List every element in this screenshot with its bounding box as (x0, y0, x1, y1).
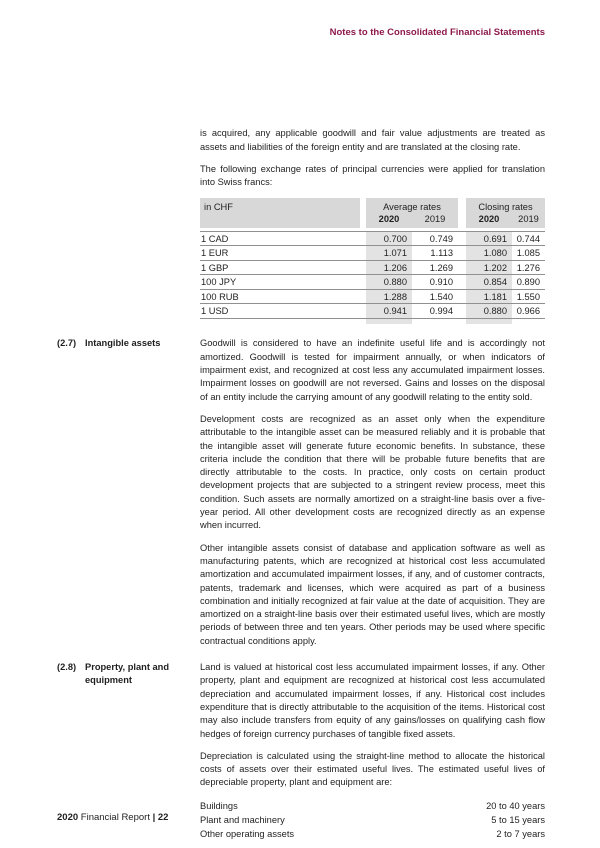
currency-label: 1 CAD (200, 231, 360, 246)
table-unit-label: in CHF (200, 198, 360, 228)
section-title: Intangible assets (85, 338, 161, 349)
rate-value: 0.880 (466, 304, 512, 319)
rate-value: 0.941 (366, 304, 412, 319)
rate-value: 0.749 (412, 231, 458, 246)
rate-value: 1.550 (512, 289, 545, 304)
rate-value: 1.269 (412, 260, 458, 275)
rate-value: 1.080 (466, 246, 512, 261)
rate-value: 1.085 (512, 246, 545, 261)
table-header-groups (200, 198, 545, 213)
rate-value: 0.744 (512, 231, 545, 246)
year-column-avg-2020: 2020 (366, 213, 412, 228)
table-group-average-rates: Average rates (366, 198, 458, 213)
table-row (200, 304, 545, 319)
list-item (200, 799, 545, 813)
rate-value: 1.071 (366, 246, 412, 261)
list-item (200, 827, 545, 841)
footer-year: 2020 (57, 812, 79, 823)
currency-label: 1 USD (200, 304, 360, 319)
year-column-close-2020: 2020 (466, 213, 512, 228)
table-shading-tail (200, 318, 545, 324)
rate-value: 0.700 (366, 231, 412, 246)
currency-label: 1 EUR (200, 246, 360, 261)
rate-value: 1.206 (366, 260, 412, 275)
page-footer (57, 811, 168, 824)
page-content (0, 127, 600, 840)
rate-value: 1.288 (366, 289, 412, 304)
table-row (200, 275, 545, 290)
intro-paragraph-2: The following exchange rates of principal currencies were applied for translation into Swiss francs: (200, 163, 545, 188)
rate-value: 0.890 (512, 275, 545, 290)
section-number: (2.8) (57, 662, 77, 673)
exchange-rates-table (200, 198, 545, 324)
table-row (200, 260, 545, 275)
section-body (200, 661, 545, 841)
section-body (200, 337, 545, 648)
page-header (0, 0, 600, 39)
useful-life-value: 2 to 7 years (496, 828, 545, 839)
asset-class-label: Plant and machinery (200, 814, 285, 825)
section-paragraph: Land is valued at historical cost less accumulated impairment losses, if any. Other property, plant and equipment are recognized at historical cost less accumulated depreciation and accumulated impairment losses, if any. Historical cost includes expenditure that is directly attributable to the acquisition of the items. Historical cost may also include transfers from equity of any gains/losses on qualifying cash flow hedges of foreign currency purchases of tangible fixed assets. (200, 662, 545, 739)
list-item (200, 813, 545, 827)
rate-value: 0.691 (466, 231, 512, 246)
asset-class-label: Other operating assets (200, 828, 295, 839)
currency-label: 100 JPY (200, 275, 360, 290)
useful-lives-list (200, 799, 545, 841)
section-title: Property, plant and equipment (85, 662, 170, 686)
section-number: (2.7) (57, 338, 77, 349)
intro-paragraph-1: is acquired, any applicable goodwill and fair value adjustments are treated as assets and liabilities of the foreign entity and are translated at the closing rate. (200, 128, 545, 152)
rate-value: 0.854 (466, 275, 512, 290)
footer-page-number: | 22 (152, 812, 169, 823)
rate-value: 0.994 (412, 304, 458, 319)
rate-value: 1.202 (466, 260, 512, 275)
page-header-title: Notes to the Consolidated Financial Statements (329, 27, 545, 38)
table-row (200, 246, 545, 261)
useful-life-value: 5 to 15 years (491, 814, 545, 825)
section-paragraph: Other intangible assets consist of database and application software as well as manufacturing patents, which are recognized at historical cost less accumulated amortization and accumulated impairment losses, if any, and of customer contracts, patents, trademark and licenses, which were acquired as part of a business combination and initially recognized at fair value at the date of acquisition. They are amortized on a straight-line basis over their estimated useful lives, which are mostly periods of between three and ten years. Other periods may be used where specific contractual conditions apply. (200, 542, 545, 646)
rate-value: 1.181 (466, 289, 512, 304)
section-paragraph: Goodwill is considered to have an indefinite useful life and is accordingly not amortized. Goodwill is tested for impairment annually, or when indicators of impairment exist, and recognized at cost less any accumulated impairment losses. Impairment losses on goodwill are not reversed. Gains and losses on the disposal of an entity include the carrying amount of any goodwill relating to the entity sold. (200, 338, 545, 402)
section-intangible-assets (57, 337, 545, 648)
footer-report-label: Financial Report (80, 812, 150, 823)
rate-value: 1.276 (512, 260, 545, 275)
section-paragraph: Depreciation is calculated using the straight-line method to allocate the historical costs of assets over their estimated useful lives. The estimated useful lives of depreciable property, plant and equipment are: (200, 750, 545, 788)
currency-label: 1 GBP (200, 260, 360, 275)
table-row (200, 231, 545, 246)
rate-value: 0.966 (512, 304, 545, 319)
table-row (200, 289, 545, 304)
section-heading (57, 337, 200, 648)
year-column-close-2019: 2019 (512, 213, 545, 228)
table-group-closing-rates: Closing rates (466, 198, 545, 213)
currency-label: 100 RUB (200, 289, 360, 304)
rate-value: 0.880 (366, 275, 412, 290)
rate-value: 1.540 (412, 289, 458, 304)
rate-value: 1.113 (412, 246, 458, 261)
section-paragraph: Development costs are recognized as an asset only when the expenditure attributable to the intangible asset can be measured reliably and it is probable that the intangible asset will generate future economic benefits. In substance, these criteria include the condition that there will be probable future benefits that are directly attributable to the costs. In practice, only costs on certain product development projects that are subjected to a stringent review process, meet this condition. Such assets are normally amortized on a straight-line basis over a five-year period. All other development costs are recognized directly as an expense when incurred. (200, 413, 545, 531)
asset-class-label: Buildings (200, 800, 238, 811)
year-column-avg-2019: 2019 (412, 213, 458, 228)
rate-value: 0.910 (412, 275, 458, 290)
intro-block (200, 127, 545, 189)
useful-life-value: 20 to 40 years (486, 800, 545, 811)
